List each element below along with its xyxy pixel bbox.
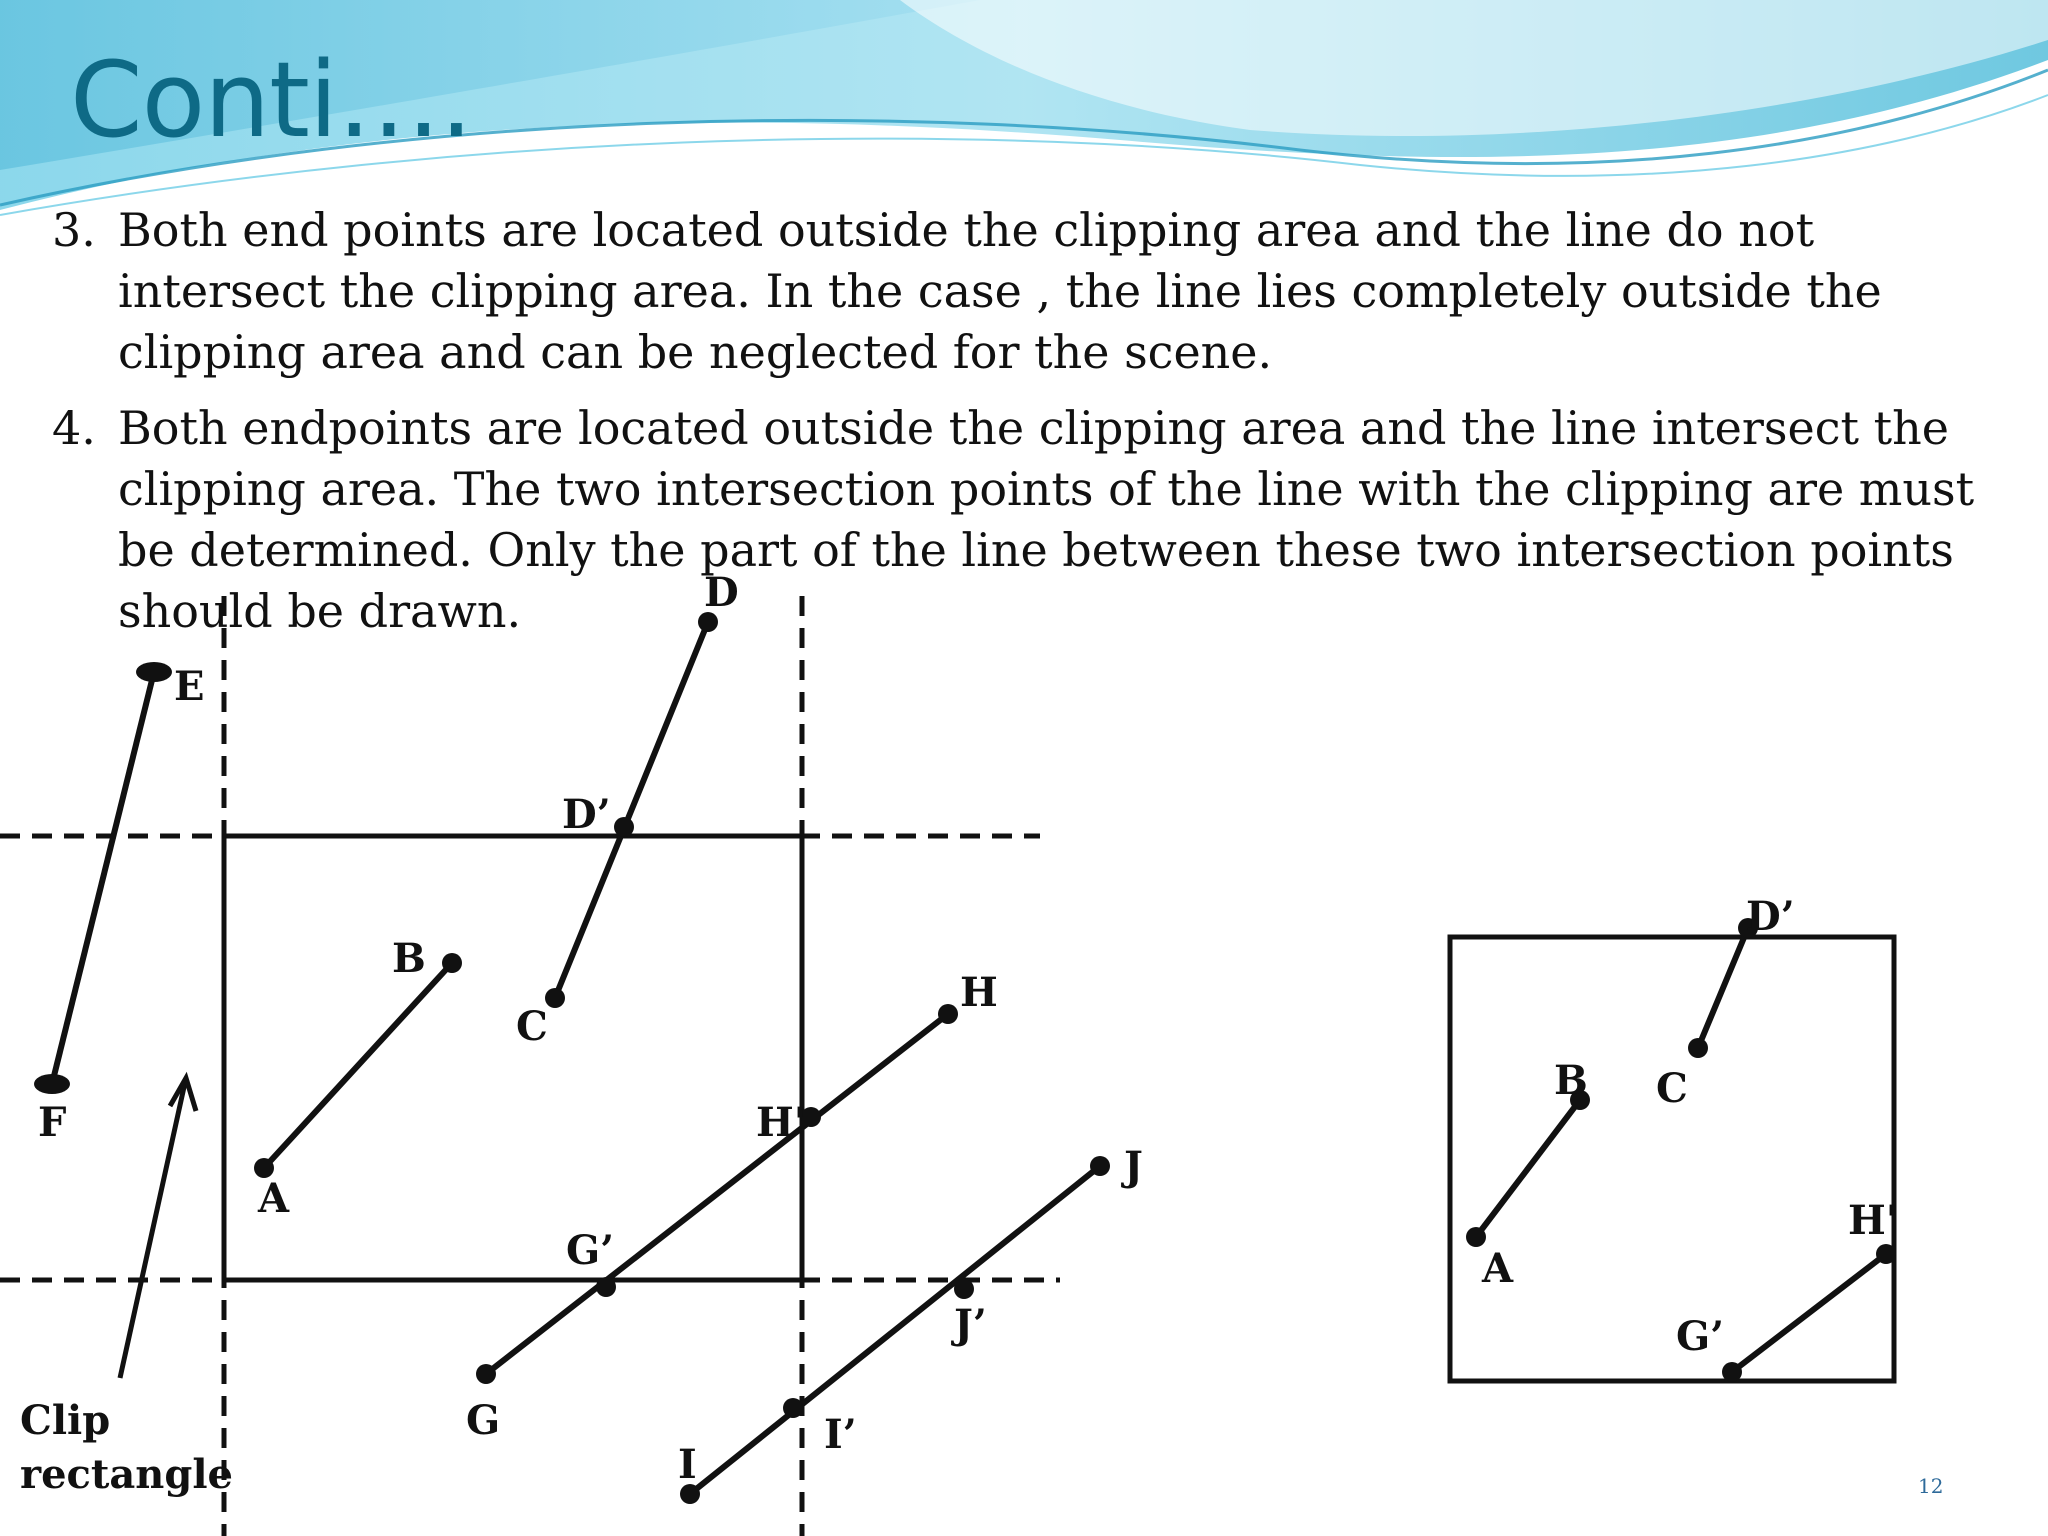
label-g-prime: G’ [566, 1227, 615, 1274]
line-ij [690, 1166, 1100, 1494]
point-f [34, 1074, 70, 1094]
point-h [938, 1004, 958, 1024]
label-a: A [1482, 1245, 1514, 1292]
label-c: C [516, 1003, 548, 1050]
label-e: E [174, 663, 205, 710]
point-c [545, 988, 565, 1008]
bullet-text: Both endpoints are located outside the clipping area and the line intersect the clipping area. The two intersection points of the line with the clipping are must be determined. Only the part of the line between these two intersection points should be drawn. [118, 401, 1975, 638]
point-d-prime [614, 817, 634, 837]
clip-rectangle [224, 836, 802, 1280]
line-ab-clipped [1476, 1100, 1580, 1237]
clip-window-extensions [0, 596, 1060, 1536]
clip-rectangle-arrow [120, 1078, 196, 1378]
bullet-number: 4. [52, 401, 96, 455]
label-a: A [258, 1175, 290, 1222]
label-d: D [704, 569, 739, 616]
bullet-point-3 [52, 200, 2020, 383]
label-d-prime: D’ [1746, 893, 1795, 940]
label-g-prime: G’ [1676, 1313, 1725, 1360]
endpoints [34, 612, 1110, 1504]
label-f: F [38, 1099, 67, 1146]
label-i-prime: I’ [824, 1411, 857, 1458]
line-cd-prime-clipped [1698, 928, 1748, 1048]
clip-rectangle-label-line2: rectangle [20, 1451, 233, 1498]
point-c [1688, 1038, 1708, 1058]
clip-window [1450, 937, 1894, 1381]
point-e [136, 662, 172, 682]
point-h-prime [1876, 1244, 1896, 1264]
label-j: J [1124, 1143, 1143, 1190]
clipping-diagram-before [0, 569, 1143, 1536]
line-ef [52, 672, 154, 1084]
point-g-prime [596, 1277, 616, 1297]
point-g [476, 1364, 496, 1384]
point-j-prime [954, 1279, 974, 1299]
label-i: I [678, 1441, 697, 1488]
label-d-prime: D’ [562, 791, 611, 838]
point-b [442, 953, 462, 973]
page-number: 12 [1918, 1474, 1944, 1498]
line-segments [52, 622, 1100, 1494]
label-c: C [1656, 1065, 1688, 1112]
point-a [1466, 1227, 1486, 1247]
point-i-prime [783, 1398, 803, 1418]
clip-rectangle-label-line1: Clip [20, 1397, 111, 1444]
label-g: G [466, 1397, 501, 1444]
label-h-prime: H' [756, 1099, 807, 1146]
line-g-prime-h-prime-clipped [1732, 1254, 1886, 1372]
point-g-prime [1722, 1362, 1742, 1382]
label-h: H [960, 969, 998, 1016]
slide-title: Conti…. [70, 39, 472, 161]
label-j-prime: J’ [954, 1301, 987, 1348]
label-b: B [392, 935, 426, 982]
line-gh [486, 1014, 948, 1374]
bullet-text: Both end points are located outside the clipping area and the line do not intersect the clipping area. In the case , the line lies completely outside the clipping area and can be neglected for the scene. [118, 203, 1882, 379]
line-ab [264, 963, 452, 1168]
label-h-prime: H' [1848, 1197, 1899, 1244]
bullet-number: 3. [52, 203, 96, 257]
label-b: B [1554, 1057, 1588, 1104]
point-j [1090, 1156, 1110, 1176]
clipping-diagram-after [1430, 880, 1930, 1400]
